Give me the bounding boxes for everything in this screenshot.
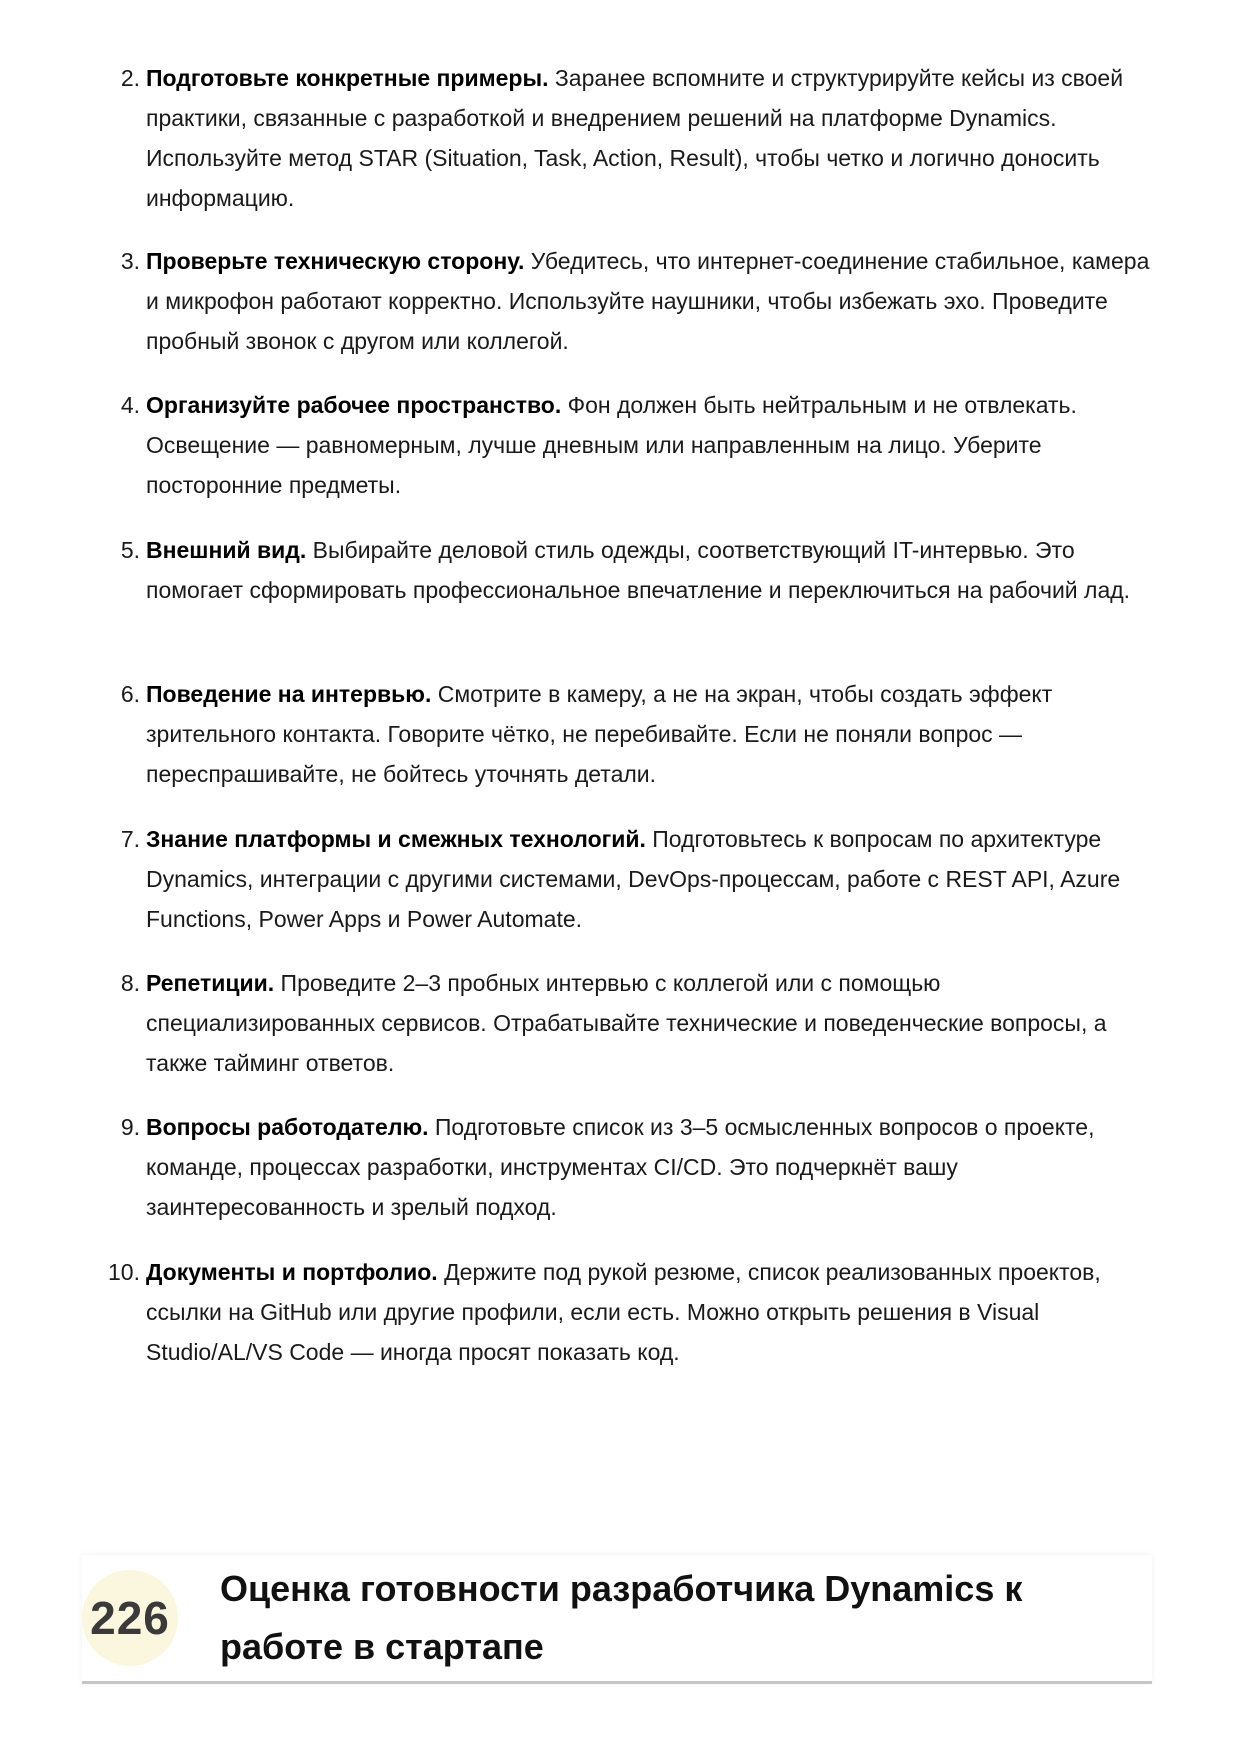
list-item-body [146,819,1156,939]
list-item-body [146,674,1156,794]
list-item-title: Документы и портфолио. [146,1259,438,1285]
list-item-body [146,1107,1156,1227]
heading-divider [82,1681,1152,1684]
list-item-title: Проверьте техническую сторону. [146,248,525,274]
list-item-title: Вопросы работодателю. [146,1114,429,1140]
list-item-text: Убедитесь, что интернет-соединение стабильное, камера и микрофон работают корректно. Используйте наушники, чтобы избежать эхо. Проведите пробный звонок с другом или коллегой. [146,248,1150,354]
list-item-number: 6. [120,681,140,707]
list-item-title: Знание платформы и смежных технологий. [146,826,646,852]
section-title: Оценка готовности разработчика Dynamics к работе в стартапе [220,1568,1023,1667]
list-item-number: 9. [120,1114,140,1140]
list-item-number: 2. [120,65,140,91]
list-item-body [146,241,1156,361]
list-item-text: Подготовьте список из 3–5 осмысленных вопросов о проекте, команде, процессах разработки, инструментах CI/CD. Это подчеркнёт вашу заинтересованность и зрелый подход. [146,1114,1095,1220]
list-item-title: Подготовьте конкретные примеры. [146,65,549,91]
list-item-number: 4. [120,392,140,418]
list-item-body [146,58,1156,218]
list-item-title: Поведение на интервью. [146,681,432,707]
list-item-title: Внешний вид. [146,537,307,563]
list-item-text: Заранее вспомните и структурируйте кейсы из своей практики, связанные с разработкой и внедрением решений на платформе Dynamics. Используйте метод STAR (Situation, Task, Action, Result), чтобы четко и логично доносить информацию. [146,65,1124,211]
list-item-text: Смотрите в камеру, а не на экран, чтобы создать эффект зрительного контакта. Говорите чётко, не перебивайте. Если не поняли вопрос — переспрашивайте, не бойтесь уточнять детали. [146,681,1053,787]
list-item-text: Фон должен быть нейтральным и не отвлекать. Освещение — равномерным, лучше дневным или направленным на лицо. Уберите посторонние предметы. [146,392,1077,498]
list-item-number: 10. [108,1259,140,1285]
list-item-text: Проведите 2–3 пробных интервью с коллегой или с помощью специализированных сервисов. Отрабатывайте технические и поведенческие вопросы, а также тайминг ответов. [146,970,1107,1076]
list-item-number: 5. [120,537,140,563]
list-item-text: Держите под рукой резюме, список реализованных проектов, ссылки на GitHub или другие профили, если есть. Можно открыть решения в Visual Studio/AL/VS Code — иногда просят показать код. [146,1259,1101,1365]
list-item-title: Репетиции. [146,970,275,996]
list-item-number: 7. [120,826,140,852]
list-item-body [146,385,1156,505]
list-item-number: 3. [120,248,140,274]
list-item-body [146,963,1156,1083]
list-item-body [146,1252,1156,1372]
page-number: 226 [90,1592,170,1644]
list-item-text: Выбирайте деловой стиль одежды, соответствующий IT-интервью. Это помогает сформировать профессиональное впечатление и переключиться на рабочий лад. [146,537,1131,603]
list-item-text: Подготовьтесь к вопросам по архитектуре Dynamics, интеграции с другими системами, DevOps-процессам, работе с REST API, Azure Functions, Power Apps и Power Automate. [146,826,1121,932]
list-item-body [146,530,1156,610]
list-item-number: 8. [120,970,140,996]
list-item-title: Организуйте рабочее пространство. [146,392,562,418]
